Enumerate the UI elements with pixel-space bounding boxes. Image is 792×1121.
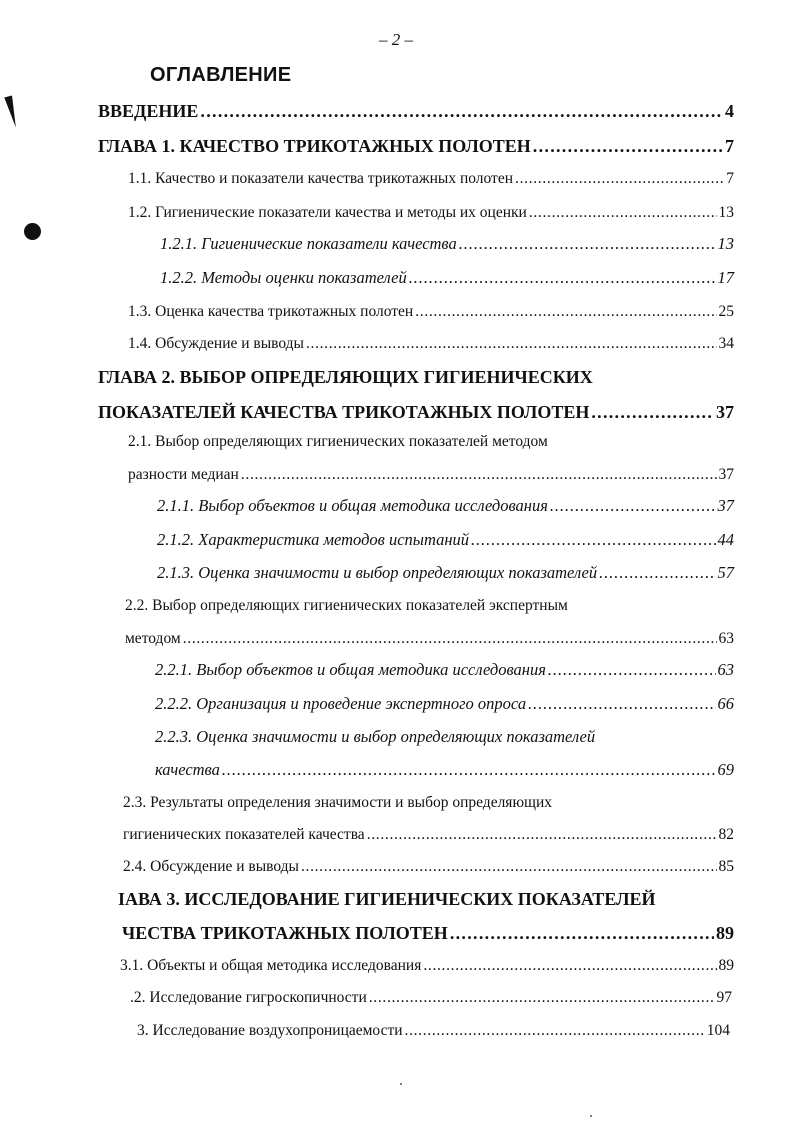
leader-dots [459, 236, 716, 253]
entry-page: 13 [717, 234, 734, 253]
entry-title: 1.1. Качество и показатели качества трикотажных полотен [128, 170, 514, 187]
entry-page: 82 [718, 826, 734, 843]
entry-page: 66 [717, 694, 734, 713]
toc-entry[interactable] [130, 990, 732, 1006]
entry-page: 37 [717, 496, 734, 515]
toc-entry[interactable] [155, 762, 734, 779]
leader-dots [241, 467, 717, 483]
entry-page: 25 [718, 303, 734, 320]
leader-dots [222, 762, 716, 779]
toc-entry[interactable] [128, 336, 734, 352]
entry-page: 69 [717, 760, 734, 779]
leader-dots [409, 270, 716, 287]
entry-page: 63 [718, 630, 734, 647]
leader-dots [515, 171, 724, 187]
leader-dots [183, 631, 717, 647]
entry-title-line1: 2.1. Выбор определяющих гигиенических показателей методом [128, 433, 548, 450]
entry-page: 89 [716, 923, 734, 943]
entry-title: 2.4. Обсуждение и выводы [123, 858, 299, 875]
toc-entry[interactable] [125, 631, 734, 647]
entry-title-line1: 2.2.3. Оценка значимости и выбор определяющих показателей [155, 727, 596, 746]
entry-title: 1.2. Гигиенические показатели качества и методы их оценки [128, 204, 527, 221]
entry-page: 13 [718, 204, 734, 221]
entry-title-line1: 2.3. Результаты определения значимости и выбор определяющих [123, 794, 552, 811]
toc-entry[interactable] [128, 205, 734, 221]
toc-heading: ОГЛАВЛЕНИЕ [150, 64, 292, 86]
toc-entry[interactable] [128, 467, 734, 483]
speck [590, 1115, 592, 1117]
entry-title: методом [125, 630, 181, 647]
toc-entry[interactable] [160, 236, 734, 253]
entry-title: качества [155, 760, 220, 779]
entry-page: 17 [717, 268, 734, 287]
entry-page: 7 [726, 170, 734, 187]
toc-entry[interactable] [160, 270, 734, 287]
entry-page: 4 [725, 101, 734, 121]
entry-title: 2.1.2. Характеристика методов испытаний [157, 530, 470, 549]
leader-dots [415, 304, 716, 320]
toc-entry[interactable] [98, 403, 734, 421]
leader-dots [450, 924, 714, 942]
toc-entry[interactable] [137, 1023, 730, 1039]
toc-entry[interactable] [128, 304, 734, 320]
leader-dots [528, 696, 715, 713]
page-number: – 2 – [379, 30, 413, 49]
toc-entry[interactable] [120, 958, 734, 974]
toc-entry[interactable] [122, 924, 734, 942]
entry-page: 34 [718, 335, 734, 352]
leader-dots [306, 336, 717, 352]
speck [400, 1083, 402, 1085]
entry-title: 2.1.3. Оценка значимости и выбор определяющих показателей [157, 563, 598, 582]
toc-entry[interactable] [155, 696, 734, 713]
toc-entry[interactable] [128, 171, 734, 187]
entry-title: ГЛАВА 1. КАЧЕСТВО ТРИКОТАЖНЫХ ПОЛОТЕН [98, 136, 531, 156]
toc-entry[interactable] [157, 532, 734, 549]
entry-title-line1: ГЛАВА 2. ВЫБОР ОПРЕДЕЛЯЮЩИХ ГИГИЕНИЧЕСКИХ [98, 367, 593, 387]
entry-title-line1: 2.2. Выбор определяющих гигиенических показателей экспертным [125, 597, 568, 614]
entry-title: ВВЕДЕНИЕ [98, 101, 199, 121]
entry-title: 2.2.1. Выбор объектов и общая методика исследования [155, 660, 546, 679]
toc-entry[interactable] [98, 137, 734, 155]
leader-dots [423, 958, 716, 974]
entry-title-line1: IАВА 3. ИССЛЕДОВАНИЕ ГИГИЕНИЧЕСКИХ ПОКАЗАТЕЛЕЙ [118, 889, 656, 909]
leader-dots [591, 403, 714, 421]
leader-dots [529, 205, 717, 221]
margin-mark [4, 96, 20, 129]
toc-entry[interactable] [157, 565, 734, 582]
entry-page: 85 [718, 858, 734, 875]
entry-title: гигиенических показателей качества [123, 826, 365, 843]
entry-title: разности медиан [128, 466, 239, 483]
entry-title: ПОКАЗАТЕЛЕЙ КАЧЕСТВА ТРИКОТАЖНЫХ ПОЛОТЕН [98, 402, 590, 422]
entry-title: 3. Исследование воздухопроницаемости [137, 1022, 403, 1039]
leader-dots [550, 498, 716, 515]
entry-page: 97 [716, 989, 732, 1006]
leader-dots [548, 662, 716, 679]
entry-page: 89 [718, 957, 734, 974]
leader-dots [367, 827, 717, 843]
entry-title: 2.2.2. Организация и проведение экспертного опроса [155, 694, 527, 713]
entry-page: 104 [706, 1022, 730, 1039]
entry-title: 3.1. Объекты и общая методика исследования [120, 957, 422, 974]
entry-page: 44 [717, 530, 734, 549]
toc-entry[interactable] [98, 102, 734, 120]
entry-title: 1.2.1. Гигиенические показатели качества [160, 234, 457, 253]
entry-title: 1.2.2. Методы оценки показателей [160, 268, 407, 287]
leader-dots [301, 859, 717, 875]
leader-dots [369, 990, 715, 1006]
toc-entry[interactable] [123, 827, 734, 843]
punch-hole [24, 223, 41, 240]
leader-dots [405, 1023, 705, 1039]
entry-title: 1.3. Оценка качества трикотажных полотен [128, 303, 414, 320]
entry-title: 2.1.1. Выбор объектов и общая методика исследования [157, 496, 548, 515]
leader-dots [200, 102, 723, 120]
entry-page: 63 [717, 660, 734, 679]
entry-title: ЧЕСТВА ТРИКОТАЖНЫХ ПОЛОТЕН [122, 923, 448, 943]
leader-dots [533, 137, 723, 155]
toc-entry[interactable] [157, 498, 734, 515]
entry-page: 37 [716, 402, 734, 422]
entry-page: 57 [717, 563, 734, 582]
leader-dots [471, 532, 715, 549]
toc-entry[interactable] [155, 662, 734, 679]
leader-dots [599, 565, 715, 582]
entry-page: 37 [718, 466, 734, 483]
toc-entry[interactable] [123, 859, 734, 875]
entry-title: 1.4. Обсуждение и выводы [128, 335, 304, 352]
entry-page: 7 [725, 136, 734, 156]
entry-title: .2. Исследование гигроскопичности [130, 989, 367, 1006]
